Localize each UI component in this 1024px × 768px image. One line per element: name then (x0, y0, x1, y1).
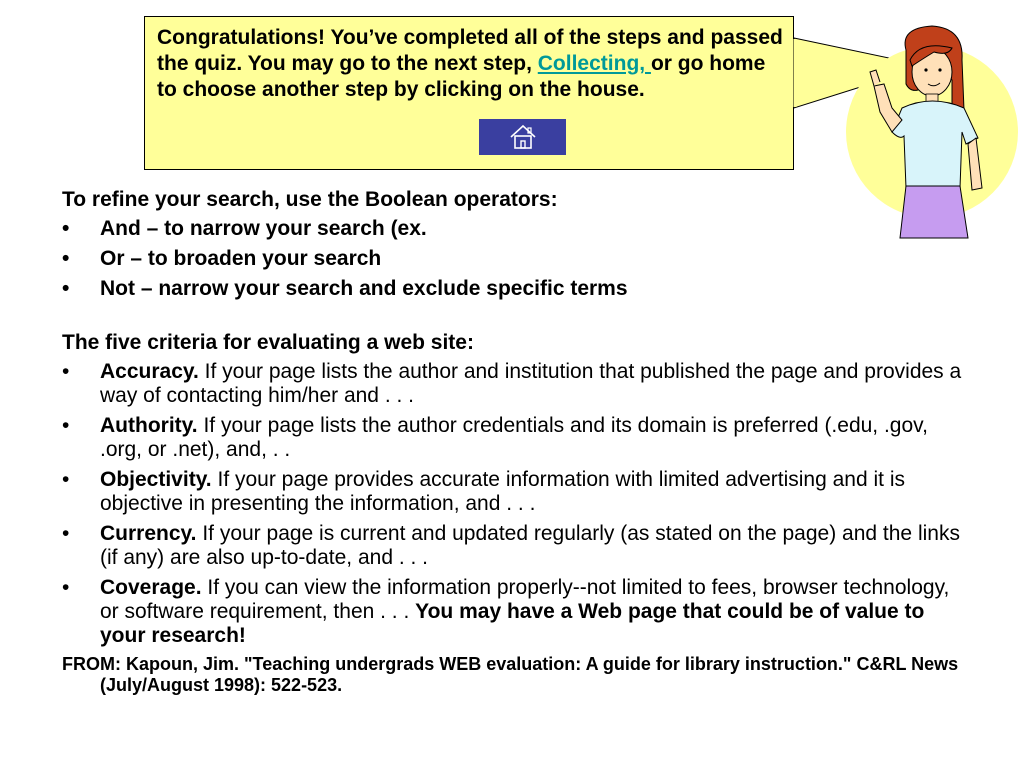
criteria-item-currency (62, 522, 962, 570)
criteria-item-coverage (62, 576, 962, 648)
criteria-item-accuracy (62, 360, 962, 408)
criteria-heading: The five criteria for evaluating a web site: (62, 331, 474, 354)
boolean-item-or: • Or – to broaden your search (62, 247, 962, 271)
boolean-item-and: • And – to narrow your search (ex. (62, 217, 962, 241)
criteria-list (62, 360, 962, 648)
boolean-heading: To refine your search, use the Boolean operators: (62, 188, 558, 211)
criteria-item-objectivity (62, 468, 962, 516)
callout-message-start: Congratulations! You’ve completed all of the steps and passed the quiz. You may go to the next step, (157, 26, 783, 75)
callout-text (157, 25, 787, 103)
boolean-operator-list (62, 217, 962, 301)
home-button[interactable] (479, 119, 566, 155)
criteria-text: If your page lists the author and institution that published the page and provides a way of contacting him/her and . . . (100, 360, 962, 407)
house-icon (508, 122, 538, 152)
boolean-item-not: • Not – narrow your search and exclude specific terms (62, 277, 962, 301)
criteria-term: Coverage. (100, 576, 202, 599)
source-citation: FROM: Kapoun, Jim. "Teaching undergrads WEB evaluation: A guide for library instruction." C&RL News (July/August 1998): 522-523. (62, 654, 959, 695)
criteria-term: Currency. (100, 522, 197, 545)
speech-callout (144, 16, 794, 170)
criteria-text: If your page provides accurate information with limited advertising and it is objective in presenting the information, and . . . (100, 468, 905, 515)
criteria-item-authority (62, 414, 962, 462)
criteria-text: If your page is current and updated regularly (as stated on the page) and the links (if any) are also up-to-date, and . . . (100, 522, 960, 569)
criteria-term: Accuracy. (100, 360, 199, 383)
criteria-text: If you can view the information properly--not limited to fees, browser technology, or software requirement, then . . . (100, 576, 950, 623)
collecting-link[interactable]: Collecting, (537, 52, 651, 75)
criteria-conclusion: You may have a Web page that could be of value to your research! (100, 600, 925, 647)
criteria-text: If your page lists the author credentials and its domain is preferred (.edu, .gov, .org, or .net), and, . . (100, 414, 928, 461)
callout-message-end: or go home to choose another step by clicking on the house. (157, 52, 766, 101)
criteria-term: Authority. (100, 414, 198, 437)
main-content (62, 188, 962, 696)
criteria-term: Objectivity. (100, 468, 212, 491)
